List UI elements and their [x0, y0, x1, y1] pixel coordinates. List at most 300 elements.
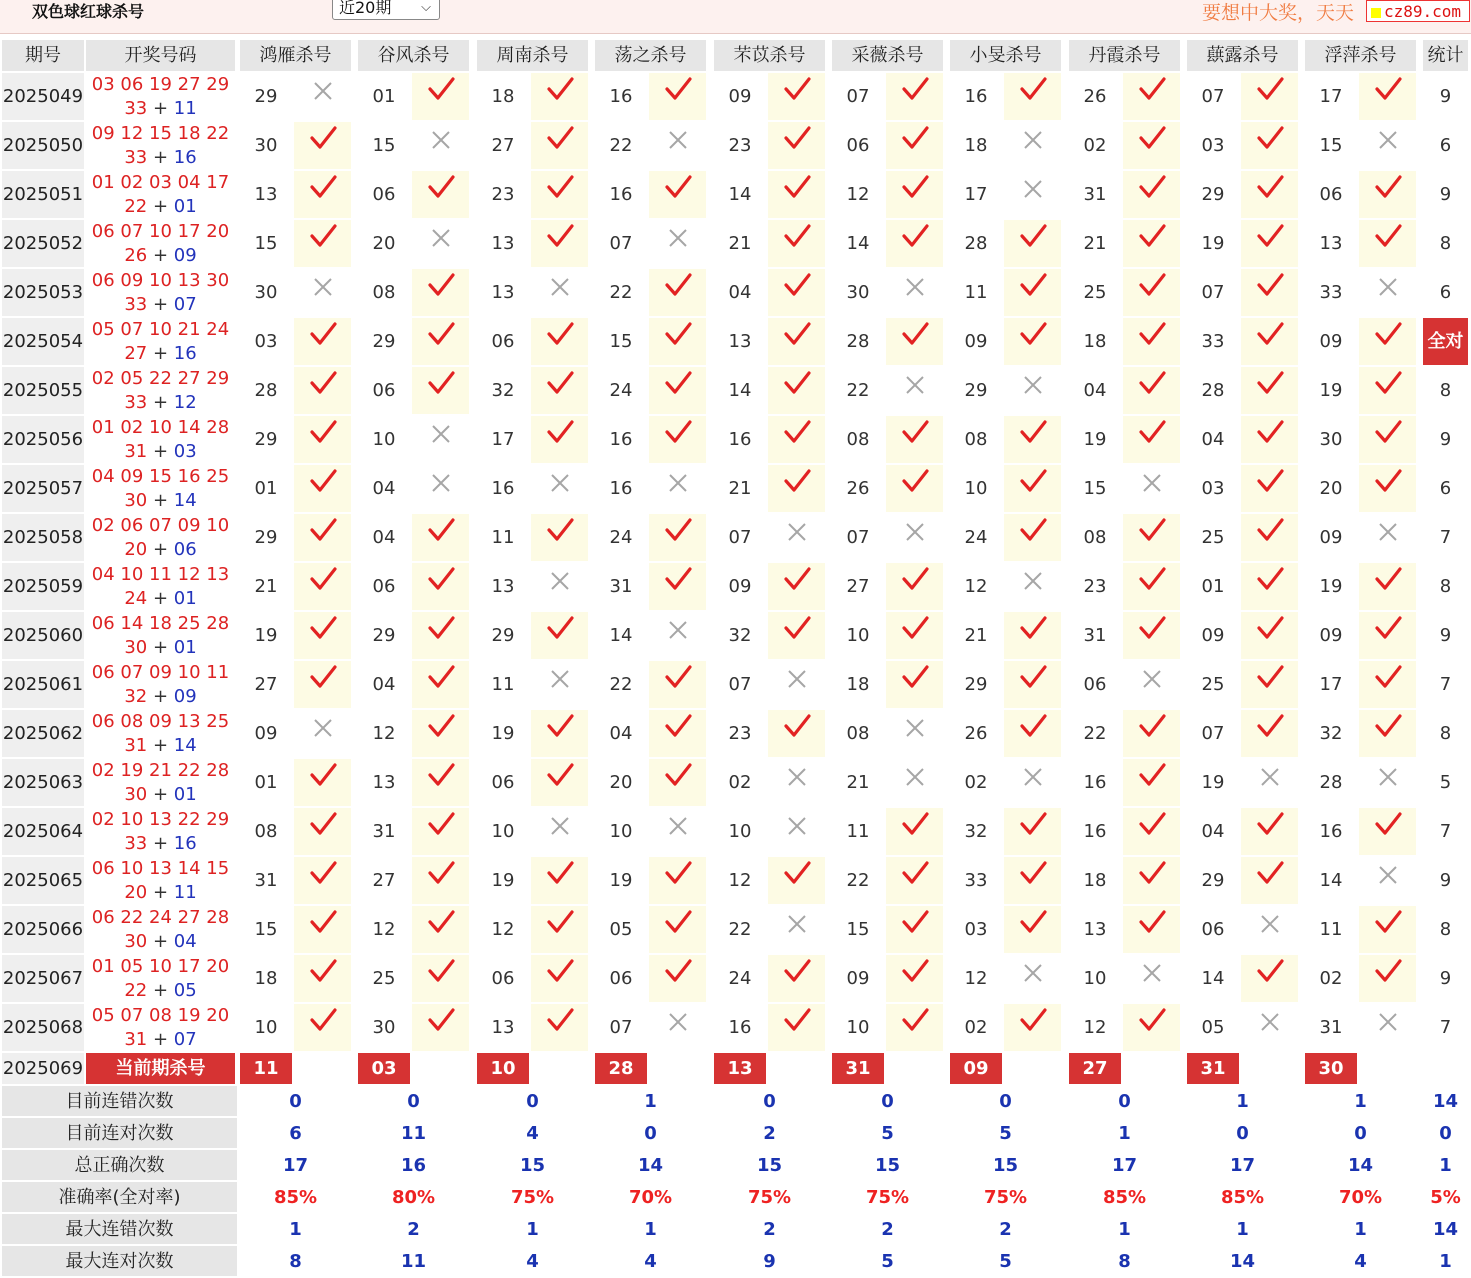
- checkmark-icon: [546, 870, 574, 891]
- checkmark-icon: [783, 135, 811, 156]
- summary-value: 4: [477, 1118, 588, 1148]
- result-hit-cell: [1004, 808, 1061, 855]
- row-stat: 8: [1423, 367, 1468, 414]
- red-ball-last: 31: [124, 1029, 148, 1050]
- row-stat: 8: [1423, 906, 1468, 953]
- result-miss-cell: [294, 269, 351, 316]
- kill-number: 15: [240, 906, 292, 953]
- checkmark-icon: [1138, 233, 1166, 254]
- column-header-expert[interactable]: 丹霞杀号: [1069, 40, 1180, 71]
- blue-ball: 01: [173, 637, 197, 658]
- checkmark-icon: [901, 674, 929, 695]
- result-hit-cell: [886, 563, 943, 610]
- kill-number: 24: [595, 367, 647, 414]
- kill-number: 12: [950, 563, 1002, 610]
- cross-icon: [312, 723, 334, 744]
- blue-ball: 09: [173, 245, 197, 266]
- draw-numbers-cell: [86, 416, 235, 463]
- summary-value: 0: [1069, 1086, 1180, 1116]
- red-balls-line1: 02 06 07 09 10: [91, 515, 230, 536]
- kill-number: 10: [595, 808, 647, 855]
- cross-icon: [1259, 772, 1281, 793]
- summary-value: 9: [714, 1246, 825, 1276]
- kill-number: 06: [358, 367, 410, 414]
- kill-number: 10: [240, 1004, 292, 1051]
- red-ball-last: 24: [124, 588, 148, 609]
- summary-value: 0: [358, 1086, 469, 1116]
- site-logo[interactable]: [1366, 0, 1470, 22]
- cross-icon: [667, 135, 689, 156]
- kill-number: 15: [358, 122, 410, 169]
- checkmark-icon: [1019, 429, 1047, 450]
- column-header-expert[interactable]: 周南杀号: [477, 40, 588, 71]
- checkmark-icon: [546, 429, 574, 450]
- result-hit-cell: [412, 1004, 469, 1051]
- checkmark-icon: [1019, 527, 1047, 548]
- checkmark-icon: [546, 968, 574, 989]
- checkmark-icon: [901, 184, 929, 205]
- summary-value: 2: [950, 1214, 1061, 1244]
- red-balls-line1: 06 09 10 13 30: [91, 270, 230, 291]
- cross-icon: [549, 674, 571, 695]
- result-hit-cell: [412, 367, 469, 414]
- kill-number: 11: [477, 661, 529, 708]
- plus-sign: +: [152, 1029, 169, 1050]
- result-hit-cell: [1241, 563, 1298, 610]
- result-hit-cell: [1241, 367, 1298, 414]
- red-ball-last: 30: [124, 784, 148, 805]
- checkmark-icon: [901, 625, 929, 646]
- result-hit-cell: [531, 171, 588, 218]
- row-stat: 7: [1423, 808, 1468, 855]
- checkmark-icon: [1256, 576, 1284, 597]
- red-balls-line1: 04 10 11 12 13: [91, 564, 230, 585]
- result-miss-cell: [1359, 1004, 1416, 1051]
- result-miss-cell: [649, 465, 706, 512]
- result-hit-cell: [531, 73, 588, 120]
- kill-number: 06: [1305, 171, 1357, 218]
- kill-number: 10: [714, 808, 766, 855]
- plus-sign: +: [152, 931, 169, 952]
- checkmark-icon: [901, 919, 929, 940]
- kill-number: 20: [358, 220, 410, 267]
- draw-numbers-cell: [86, 759, 235, 806]
- result-hit-cell: [1004, 661, 1061, 708]
- current-blank-cell: [1123, 1053, 1180, 1084]
- checkmark-icon: [1019, 1017, 1047, 1038]
- checkmark-icon: [901, 821, 929, 842]
- result-miss-cell: [768, 759, 825, 806]
- cross-icon: [1022, 135, 1044, 156]
- result-hit-cell: [531, 220, 588, 267]
- checkmark-icon: [1374, 233, 1402, 254]
- result-hit-cell: [886, 1004, 943, 1051]
- period-cell: 2025061: [2, 661, 84, 708]
- result-hit-cell: [886, 220, 943, 267]
- checkmark-icon: [1256, 870, 1284, 891]
- result-hit-cell: [768, 857, 825, 904]
- summary-value: 8: [1069, 1246, 1180, 1276]
- red-ball-last: 33: [124, 833, 148, 854]
- result-hit-cell: [1123, 220, 1180, 267]
- result-hit-cell: [1004, 416, 1061, 463]
- summary-value: 0: [477, 1086, 588, 1116]
- result-miss-cell: [649, 1004, 706, 1051]
- summary-value: 5: [950, 1118, 1061, 1148]
- column-header-expert[interactable]: 小旻杀号: [950, 40, 1061, 71]
- kill-number: 12: [477, 906, 529, 953]
- result-hit-cell: [412, 514, 469, 561]
- result-hit-cell: [1359, 171, 1416, 218]
- kill-number: 19: [477, 710, 529, 757]
- kill-number: 29: [240, 514, 292, 561]
- result-hit-cell: [1241, 269, 1298, 316]
- kill-number: 07: [595, 1004, 647, 1051]
- kill-number: 18: [240, 955, 292, 1002]
- kill-number: 03: [240, 318, 292, 365]
- kill-number: 23: [1069, 563, 1121, 610]
- kill-number: 09: [832, 955, 884, 1002]
- red-ball-last: 30: [124, 490, 148, 511]
- checkmark-icon: [1374, 968, 1402, 989]
- summary-value: 85%: [1069, 1182, 1180, 1212]
- result-hit-cell: [768, 367, 825, 414]
- result-hit-cell: [531, 1004, 588, 1051]
- result-miss-cell: [1004, 122, 1061, 169]
- result-miss-cell: [1241, 1004, 1298, 1051]
- cross-icon: [904, 723, 926, 744]
- result-hit-cell: [1359, 465, 1416, 512]
- kill-number: 09: [1187, 612, 1239, 659]
- kill-number: 24: [714, 955, 766, 1002]
- result-hit-cell: [1359, 367, 1416, 414]
- checkmark-icon: [1374, 380, 1402, 401]
- summary-label: 总正确次数: [2, 1150, 237, 1180]
- result-hit-cell: [1123, 318, 1180, 365]
- kill-number: 19: [1305, 563, 1357, 610]
- kill-number: 18: [832, 661, 884, 708]
- column-header-expert[interactable]: 浮萍杀号: [1305, 40, 1416, 71]
- checkmark-icon: [1374, 478, 1402, 499]
- summary-value: 4: [595, 1246, 706, 1276]
- checkmark-icon: [309, 429, 337, 450]
- result-hit-cell: [886, 808, 943, 855]
- kill-number: 24: [950, 514, 1002, 561]
- result-miss-cell: [412, 220, 469, 267]
- checkmark-icon: [546, 184, 574, 205]
- draw-numbers-cell: [86, 367, 235, 414]
- chevron-down-icon: ⌵: [421, 0, 431, 15]
- checkmark-icon: [427, 86, 455, 107]
- kill-number: 09: [1305, 514, 1357, 561]
- checkmark-icon: [1256, 184, 1284, 205]
- kill-number: 09: [1305, 318, 1357, 365]
- checkmark-icon: [546, 723, 574, 744]
- kill-number: 26: [832, 465, 884, 512]
- period-cell: 2025064: [2, 808, 84, 855]
- red-ball-last: 33: [124, 98, 148, 119]
- red-balls-line1: 04 09 15 16 25: [91, 466, 230, 487]
- cross-icon: [430, 135, 452, 156]
- kill-number: 01: [1187, 563, 1239, 610]
- result-miss-cell: [886, 514, 943, 561]
- red-ball-last: 22: [124, 196, 148, 217]
- kill-number: 16: [1305, 808, 1357, 855]
- checkmark-icon: [309, 135, 337, 156]
- kill-number: 20: [595, 759, 647, 806]
- checkmark-icon: [427, 184, 455, 205]
- result-miss-cell: [886, 367, 943, 414]
- kill-number: 21: [1069, 220, 1121, 267]
- checkmark-icon: [1019, 870, 1047, 891]
- cross-icon: [549, 821, 571, 842]
- red-ball-last: 30: [124, 637, 148, 658]
- checkmark-icon: [664, 86, 692, 107]
- column-header-expert[interactable]: 鸿雁杀号: [240, 40, 351, 71]
- kill-number: 09: [1305, 612, 1357, 659]
- kill-number: 30: [358, 1004, 410, 1051]
- column-header-expert[interactable]: 采薇杀号: [832, 40, 943, 71]
- kill-number: 03: [1187, 465, 1239, 512]
- cross-icon: [1022, 184, 1044, 205]
- result-hit-cell: [649, 661, 706, 708]
- checkmark-icon: [1256, 380, 1284, 401]
- kill-number: 26: [950, 710, 1002, 757]
- blue-ball: 12: [173, 392, 197, 413]
- kill-number: 21: [714, 220, 766, 267]
- kill-number: 07: [1187, 710, 1239, 757]
- kill-number: 05: [1187, 1004, 1239, 1051]
- result-hit-cell: [531, 955, 588, 1002]
- kill-number: 13: [1305, 220, 1357, 267]
- draw-numbers-cell: [86, 220, 235, 267]
- plus-sign: +: [152, 539, 169, 560]
- checkmark-icon: [901, 86, 929, 107]
- checkmark-icon: [427, 919, 455, 940]
- kill-number: 04: [358, 465, 410, 512]
- blue-ball: 14: [173, 735, 197, 756]
- draw-numbers-cell: [86, 563, 235, 610]
- checkmark-icon: [1374, 576, 1402, 597]
- kill-number: 28: [832, 318, 884, 365]
- red-ball-last: 33: [124, 392, 148, 413]
- row-stat: 9: [1423, 416, 1468, 463]
- cross-icon: [904, 282, 926, 303]
- kill-number: 31: [1069, 612, 1121, 659]
- checkmark-icon: [546, 233, 574, 254]
- summary-value: 5: [950, 1246, 1061, 1276]
- checkmark-icon: [901, 968, 929, 989]
- checkmark-icon: [427, 625, 455, 646]
- result-miss-cell: [1004, 563, 1061, 610]
- row-stat: 7: [1423, 514, 1468, 561]
- period-cell: 2025063: [2, 759, 84, 806]
- result-miss-cell: [886, 269, 943, 316]
- summary-stat-value: 1: [1423, 1150, 1468, 1180]
- period-cell: 2025062: [2, 710, 84, 757]
- result-hit-cell: [294, 367, 351, 414]
- column-header-expert[interactable]: 芣苡杀号: [714, 40, 825, 71]
- kill-number: 10: [477, 808, 529, 855]
- checkmark-icon: [783, 233, 811, 254]
- red-balls-line1: 03 06 19 27 29: [91, 74, 230, 95]
- result-hit-cell: [412, 269, 469, 316]
- kill-number: 12: [832, 171, 884, 218]
- result-hit-cell: [1241, 857, 1298, 904]
- checkmark-icon: [1019, 478, 1047, 499]
- checkmark-icon: [783, 380, 811, 401]
- result-hit-cell: [768, 269, 825, 316]
- kill-number: 33: [1305, 269, 1357, 316]
- checkmark-icon: [1138, 625, 1166, 646]
- kill-number: 07: [1187, 269, 1239, 316]
- result-miss-cell: [294, 710, 351, 757]
- column-header-expert[interactable]: 蕻露杀号: [1187, 40, 1298, 71]
- checkmark-icon: [1019, 723, 1047, 744]
- result-miss-cell: [1241, 906, 1298, 953]
- row-stat: 6: [1423, 465, 1468, 512]
- result-hit-cell: [412, 759, 469, 806]
- result-hit-cell: [1241, 73, 1298, 120]
- plus-sign: +: [152, 343, 169, 364]
- kill-number: 11: [477, 514, 529, 561]
- kill-number: 13: [240, 171, 292, 218]
- plus-sign: +: [152, 882, 169, 903]
- blue-ball: 07: [173, 1029, 197, 1050]
- period-cell: 2025054: [2, 318, 84, 365]
- result-hit-cell: [1241, 514, 1298, 561]
- cross-icon: [1377, 870, 1399, 891]
- kill-number: 18: [477, 73, 529, 120]
- checkmark-icon: [427, 723, 455, 744]
- checkmark-icon: [1256, 478, 1284, 499]
- checkmark-icon: [1138, 919, 1166, 940]
- result-hit-cell: [531, 318, 588, 365]
- column-header-expert[interactable]: 谷风杀号: [358, 40, 469, 71]
- kill-number: 13: [714, 318, 766, 365]
- summary-value: 1: [595, 1214, 706, 1244]
- checkmark-icon: [664, 968, 692, 989]
- summary-value: 0: [832, 1086, 943, 1116]
- summary-label: 最大连错次数: [2, 1214, 237, 1244]
- kill-number: 04: [1187, 416, 1239, 463]
- checkmark-icon: [664, 380, 692, 401]
- result-hit-cell: [294, 759, 351, 806]
- kill-number: 11: [832, 808, 884, 855]
- cross-icon: [1259, 1017, 1281, 1038]
- cross-icon: [786, 919, 808, 940]
- kill-number: 33: [950, 857, 1002, 904]
- kill-number: 10: [950, 465, 1002, 512]
- result-hit-cell: [649, 514, 706, 561]
- kill-number: 01: [358, 73, 410, 120]
- kill-number: 12: [1069, 1004, 1121, 1051]
- result-hit-cell: [531, 906, 588, 953]
- result-miss-cell: [768, 906, 825, 953]
- result-miss-cell: [1359, 759, 1416, 806]
- cross-icon: [904, 527, 926, 548]
- result-hit-cell: [768, 122, 825, 169]
- red-balls-line1: 01 02 03 04 17: [91, 172, 230, 193]
- plus-sign: +: [152, 147, 169, 168]
- result-hit-cell: [1123, 367, 1180, 414]
- checkmark-icon: [427, 527, 455, 548]
- blue-ball: 03: [173, 441, 197, 462]
- summary-value: 1: [1069, 1118, 1180, 1148]
- kill-number: 10: [1069, 955, 1121, 1002]
- result-miss-cell: [1359, 514, 1416, 561]
- kill-number: 16: [1069, 808, 1121, 855]
- result-hit-cell: [649, 906, 706, 953]
- kill-number: 32: [950, 808, 1002, 855]
- blue-ball: 01: [173, 196, 197, 217]
- draw-numbers-cell: [86, 661, 235, 708]
- summary-stat-value: 5%: [1423, 1182, 1468, 1212]
- result-hit-cell: [1241, 465, 1298, 512]
- result-hit-cell: [1359, 220, 1416, 267]
- result-hit-cell: [1241, 955, 1298, 1002]
- column-header-expert[interactable]: 荡之杀号: [595, 40, 706, 71]
- current-kill-number: 27: [1069, 1053, 1121, 1084]
- cross-icon: [1377, 135, 1399, 156]
- period-range-select[interactable]: [332, 0, 440, 20]
- checkmark-icon: [901, 429, 929, 450]
- checkmark-icon: [901, 870, 929, 891]
- result-hit-cell: [412, 563, 469, 610]
- kill-number: 29: [950, 661, 1002, 708]
- row-stat: 8: [1423, 220, 1468, 267]
- draw-numbers-cell: [86, 1004, 235, 1051]
- row-stat: 5: [1423, 759, 1468, 806]
- period-cell: 2025057: [2, 465, 84, 512]
- result-hit-cell: [768, 955, 825, 1002]
- result-miss-cell: [412, 465, 469, 512]
- summary-value: 17: [1069, 1150, 1180, 1180]
- result-hit-cell: [1004, 514, 1061, 561]
- plus-sign: +: [152, 588, 169, 609]
- cross-icon: [549, 576, 571, 597]
- draw-numbers-cell: [86, 808, 235, 855]
- current-blank-cell: [1359, 1053, 1416, 1084]
- summary-value: 2: [832, 1214, 943, 1244]
- summary-value: 1: [1305, 1214, 1416, 1244]
- result-miss-cell: [886, 710, 943, 757]
- result-miss-cell: [1004, 367, 1061, 414]
- checkmark-icon: [664, 723, 692, 744]
- result-hit-cell: [1004, 612, 1061, 659]
- cross-icon: [786, 674, 808, 695]
- kill-number: 08: [950, 416, 1002, 463]
- kill-number: 14: [714, 367, 766, 414]
- checkmark-icon: [664, 772, 692, 793]
- checkmark-icon: [546, 135, 574, 156]
- checkmark-icon: [1138, 380, 1166, 401]
- period-cell: 2025053: [2, 269, 84, 316]
- result-miss-cell: [531, 661, 588, 708]
- result-hit-cell: [1241, 318, 1298, 365]
- checkmark-icon: [309, 576, 337, 597]
- kill-number: 17: [950, 171, 1002, 218]
- current-blank-cell: [1241, 1053, 1298, 1084]
- result-hit-cell: [649, 759, 706, 806]
- summary-value: 75%: [714, 1182, 825, 1212]
- checkmark-icon: [309, 919, 337, 940]
- checkmark-icon: [1138, 527, 1166, 548]
- result-hit-cell: [1241, 808, 1298, 855]
- row-stat: 8: [1423, 710, 1468, 757]
- cross-icon: [1377, 527, 1399, 548]
- kill-number: 29: [358, 318, 410, 365]
